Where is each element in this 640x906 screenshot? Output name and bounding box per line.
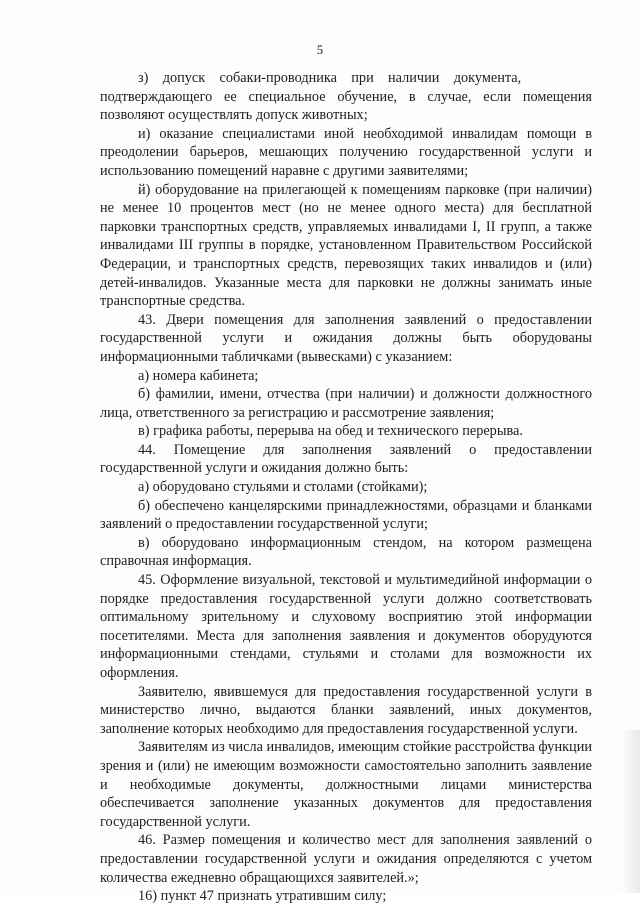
paragraph-44-a: а) оборудовано стульями и столами (стойками); bbox=[138, 479, 428, 496]
paragraph-45-forms: Заявителю, явившемуся для предоставления государственной услуги в министерство лично, выдаются бланки заявлений, иных документов, заполнение которых необходимо для предоставления государственной услуги. bbox=[100, 683, 592, 737]
scan-edge-shadow bbox=[622, 730, 640, 893]
paragraph-43-b: б) фамилии, имени, отчества (при наличии) и должности должностного лица, ответственного за регистрацию и рассмотрение заявления; bbox=[100, 386, 592, 421]
paragraph-44-b: б) обеспечено канцелярскими принадлежностями, образцами и бланками заявлений о предоставлении государственной услуги; bbox=[100, 497, 592, 533]
paragraph-y-parking: й) оборудование на прилегающей к помещениям парковке (при наличии) не менее 10 процентов мест (но не менее одного места) для бесплатной парковки транспортных средств, управляемых инвалидами I, II групп, а также инвалидами III группы в порядке, установленном Правительством Российской Федерации, и транспортных средств, перевозящих таких инвалидов и (или) детей-инвалидов. Указанные места для парковки не должны занимать иные транспортные средства. bbox=[100, 181, 592, 310]
paragraph-43-a: а) номера кабинета; bbox=[138, 367, 259, 384]
paragraph-43-v: в) графика работы, перерыва на обед и технического перерыва. bbox=[138, 423, 523, 440]
paragraph-45-disabled-applicants: Заявителям из числа инвалидов, имеющим стойкие расстройства функции зрения и (или) не имеющим возможности самостоятельно заполнить заявление и необходимые документы, должностными лицами министерства обеспечивается заполнение указанных документов для предоставления государственной услуги. bbox=[100, 739, 592, 830]
paragraph-z-guide-dog: з) допуск собаки-проводника при наличии документа, подтверждающего ее специальное обучение, в случае, если помещения позволяют осуществлять допуск животных; bbox=[100, 70, 592, 124]
paragraph-i-assistance: и) оказание специалистами иной необходимой инвалидам помощи в преодолении барьеров, мешающих получению государственной услуги и использованию помещений наравне с другими заявителями; bbox=[100, 125, 592, 179]
paragraph-44-room: 44. Помещение для заполнения заявлений о предоставлении государственной услуги и ожидания должно быть: bbox=[100, 441, 592, 477]
page-number: 5 bbox=[316, 43, 324, 57]
paragraph-16-point-47: 16) пункт 47 признать утратившим силу; bbox=[138, 888, 387, 905]
paragraph-44-v: в) оборудовано информационным стендом, на котором размещена справочная информация. bbox=[100, 534, 592, 570]
paragraph-43-doors: 43. Двери помещения для заполнения заявлений о предоставлении государственной услуги и ожидания должны быть оборудованы информационными табличками (вывесками) с указанием: bbox=[100, 311, 592, 365]
paragraph-45-information: 45. Оформление визуальной, текстовой и мультимедийной информации о порядке предоставления государственной услуги должно соответствовать оптимальному зрительному и слуховому восприятию этой информации посетителями. Места для заполнения заявления и документов оборудуются информационными стендами, стульями и столами для возможности их оформления. bbox=[100, 572, 592, 681]
document-body bbox=[100, 69, 592, 906]
paragraph-46-room-size: 46. Размер помещения и количество мест для заполнения заявлений о предоставлении государственной услуги и ожидания определяются с учетом количества ежедневно обращающихся заявителей.»; bbox=[100, 832, 592, 886]
